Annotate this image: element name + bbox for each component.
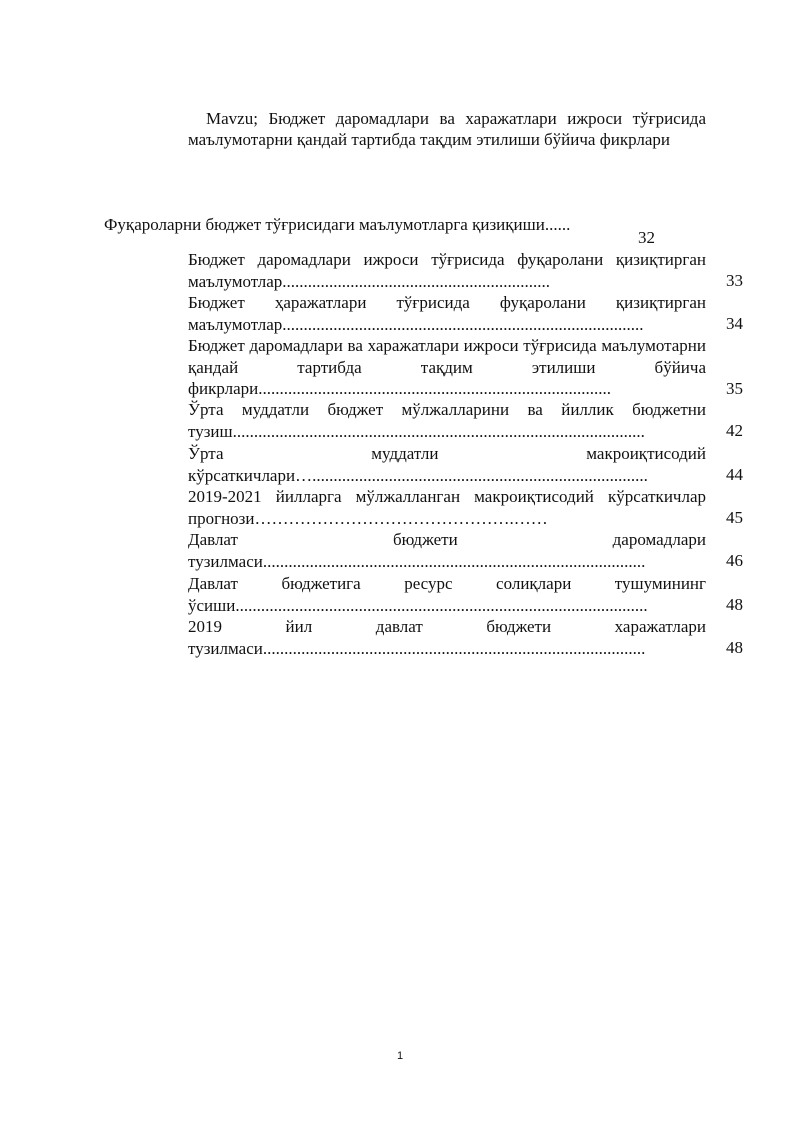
- toc-entry-title: Бюджет даромадлари ва харажатлари ижроси тўғрисида маълумотарни қандай тартибда тақдим этилиши бўйича фикрлари...................................................................................: [188, 336, 706, 398]
- toc-entry-page: 45: [726, 508, 743, 527]
- toc-entry[interactable]: [188, 292, 743, 335]
- toc-entry-page: 48: [726, 595, 743, 614]
- heading-text: Mavzu; Бюджет даромадлари ва харажатлари ижроси тўғрисида маълумотарни қандай тартибда тақдим этилиши бўйича фикрлари: [188, 109, 706, 149]
- toc-main-entry-title: Фуқароларни бюджет тўғрисидаги маълумотларга қизиқиши......: [104, 215, 571, 234]
- toc-entry[interactable]: [188, 399, 743, 442]
- toc-entry[interactable]: [188, 335, 743, 399]
- toc-main-entry-page: 32: [638, 228, 655, 247]
- toc-entry-page: 44: [726, 465, 743, 484]
- toc-entry-title: Давлат бюджетига ресурс солиқлари тушумининг ўсиши.................................................................................................: [188, 574, 706, 615]
- toc-entry-page: 48: [726, 638, 743, 657]
- toc-entry-page: 46: [726, 551, 743, 570]
- toc-entry-page: 33: [726, 271, 743, 290]
- toc-main-entry[interactable]: [104, 215, 664, 247]
- toc-entry-title: 2019-2021 йилларга мўлжалланган макроиқтисодий кўрсаткичлар прогнози……………………………………….……: [188, 487, 706, 528]
- toc-entry[interactable]: [188, 616, 743, 659]
- toc-entry-title: Давлат бюджети даромадлари тузилмаси..........................................................................................: [188, 530, 706, 571]
- document-heading: [188, 108, 706, 150]
- toc-entry[interactable]: [188, 529, 743, 572]
- toc-entry-page: 35: [726, 379, 743, 398]
- toc-entry[interactable]: [188, 249, 743, 292]
- toc-entry-title: Бюджет даромадлари ижроси тўғрисида фуқаролани қизиқтирган маълумотлар...............................................................: [188, 250, 706, 291]
- toc-entry-title: Ўрта муддатли макроиқтисодий кўрсаткичлари…...............................................................................: [188, 444, 706, 485]
- toc-entry-title: Бюджет ҳаражатлари тўғрисида фуқаролани қизиқтирган маълумотлар.....................................................................................: [188, 293, 706, 334]
- toc-entry-title: 2019 йил давлат бюджети харажатлари тузилмаси..........................................................................................: [188, 617, 706, 658]
- toc-entry[interactable]: [188, 486, 743, 529]
- toc-entry-page: 34: [726, 314, 743, 333]
- toc-entry[interactable]: [188, 573, 743, 616]
- page-number: 1: [396, 1050, 404, 1062]
- toc-entry-page: 42: [726, 421, 743, 440]
- toc-entry[interactable]: [188, 443, 743, 486]
- toc-entry-title: Ўрта муддатли бюджет мўлжалларини ва йиллик бюджетни тузиш.................................................................................................: [188, 400, 706, 441]
